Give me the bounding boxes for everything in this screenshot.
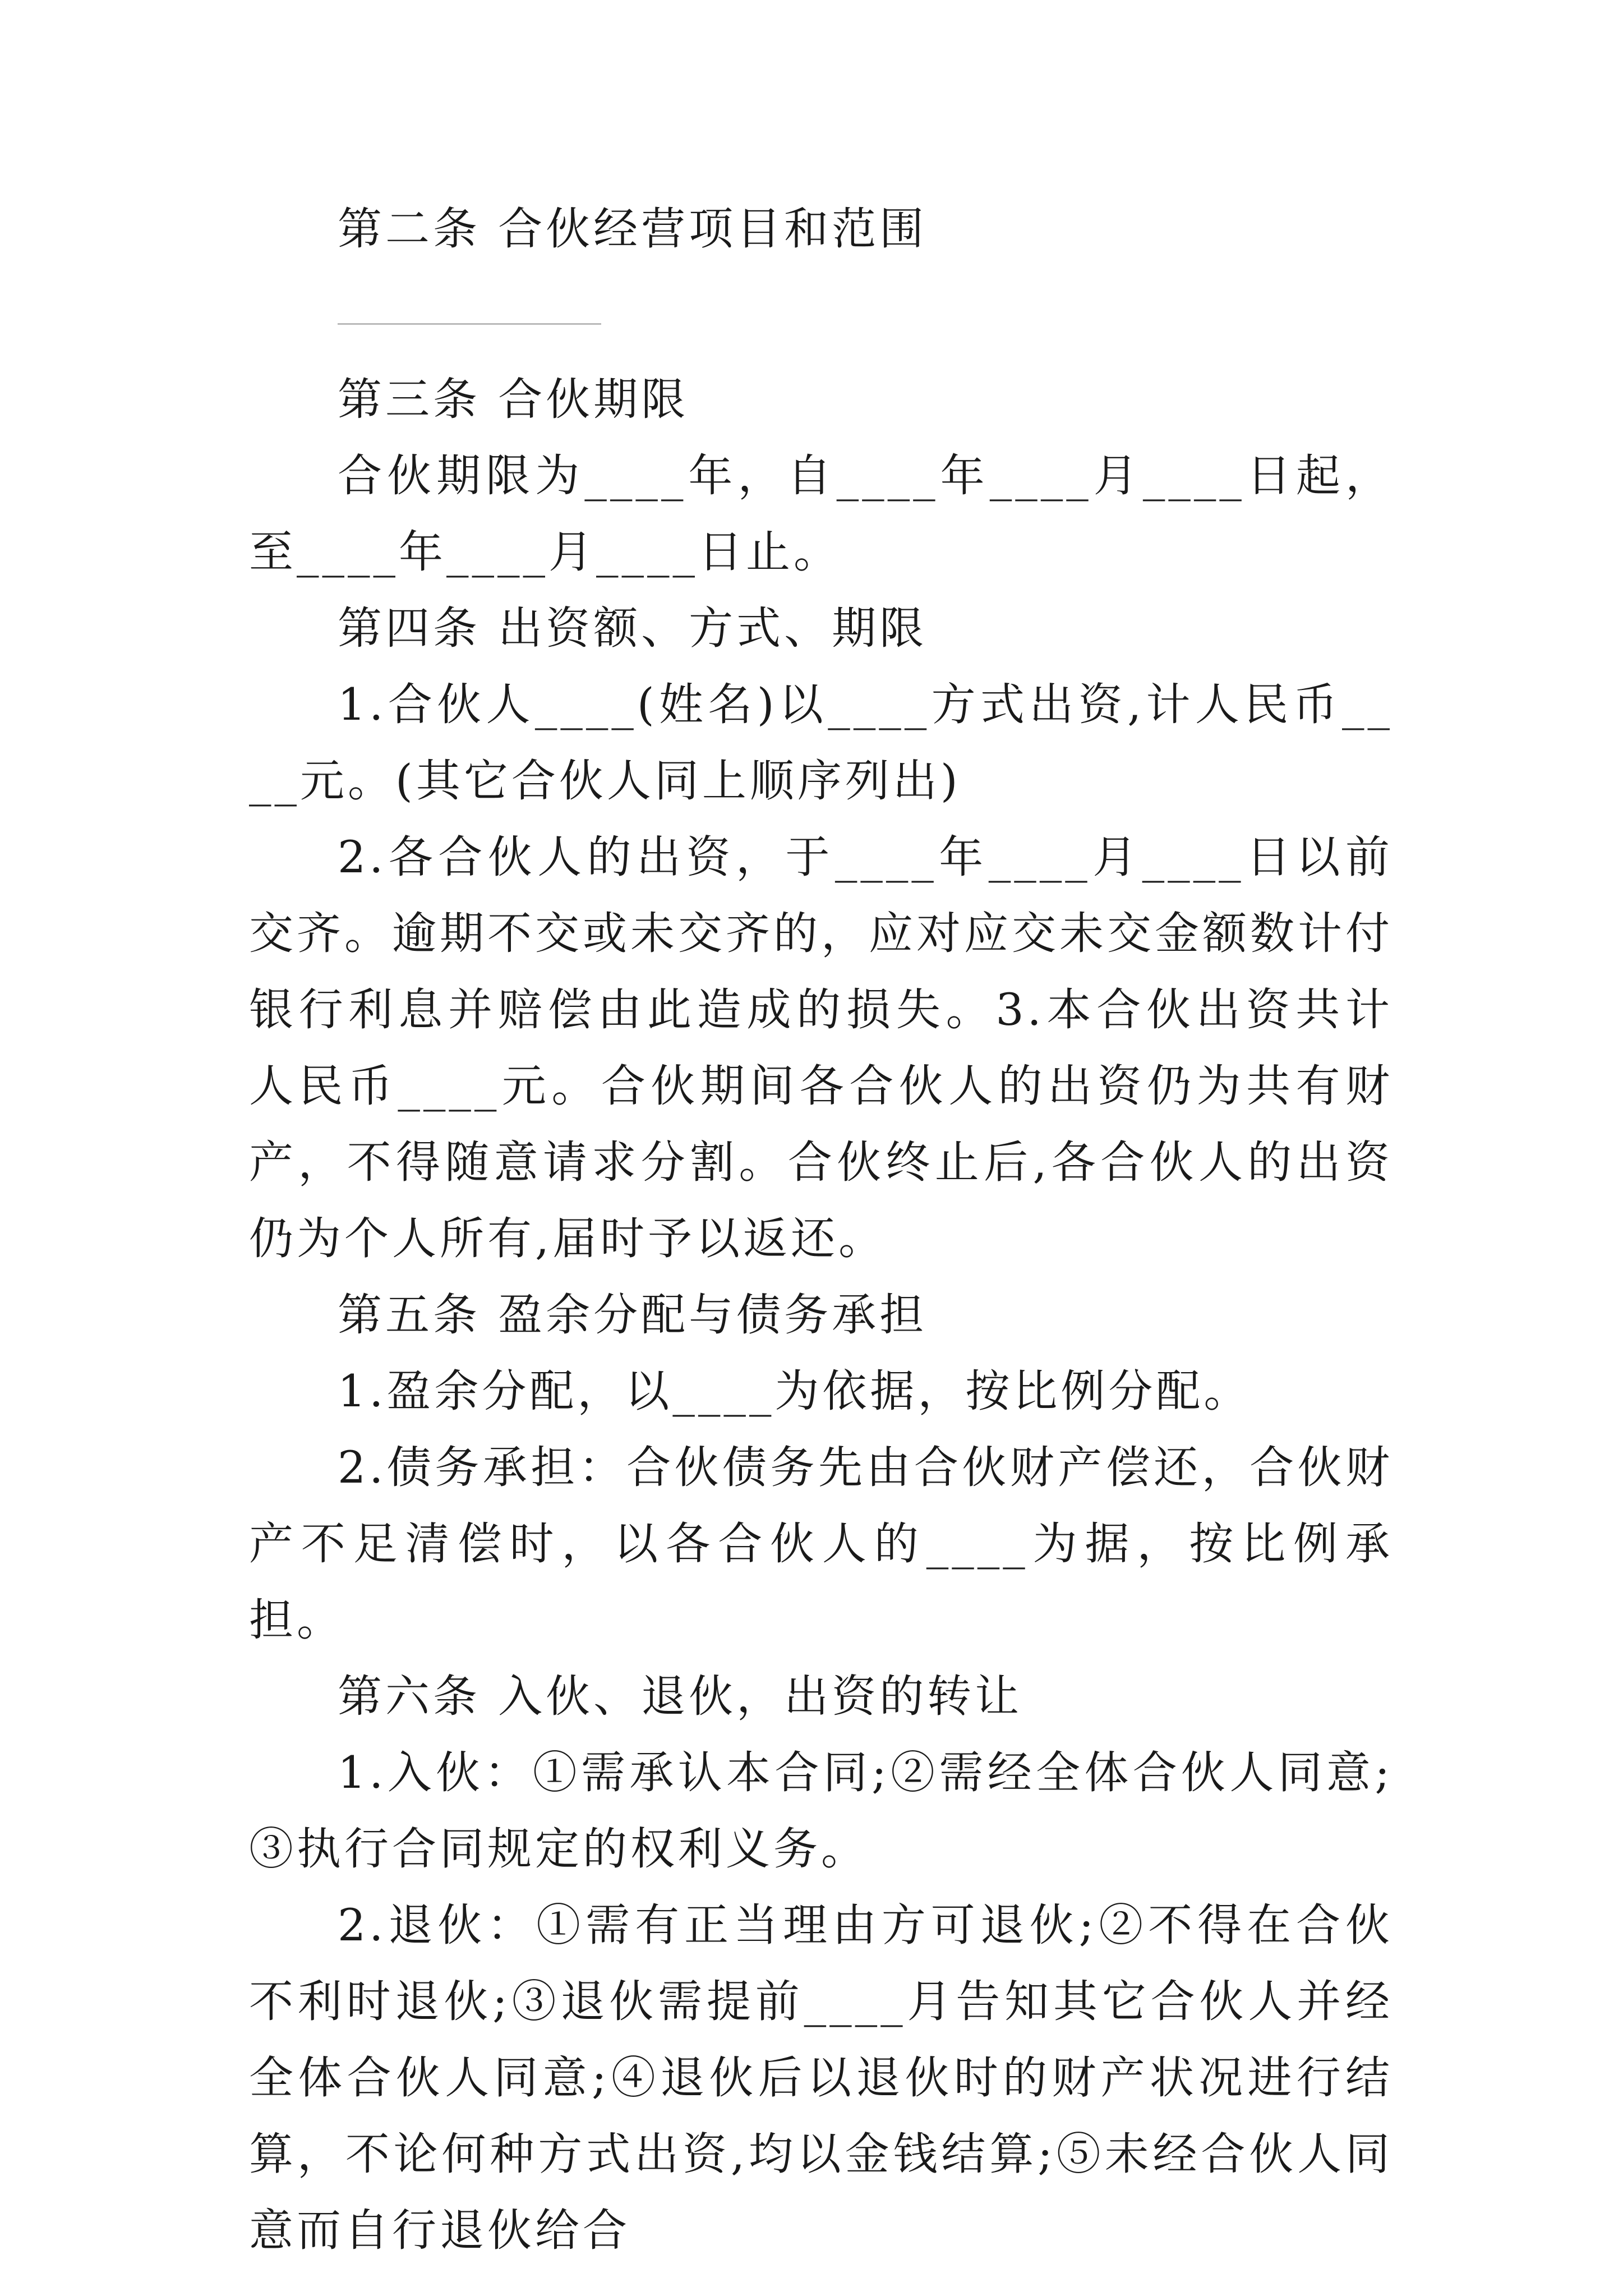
article-3-title: 第三条 合伙期限 [338, 374, 689, 425]
article-6-title: 第六条 入伙、退伙，出资的转让 [338, 1671, 1023, 1722]
article-4-item-1: 1.合伙人____(姓名)以____方式出资,计人民币____元。(其它合伙人同上顺序列出) [249, 679, 1393, 807]
article-3-text: 合伙期限为____年，自____年____月____日起，至____年____月____日止。 [249, 450, 1393, 578]
article-5-item-1: 1.盈余分配，以____为依据，按比例分配。 [338, 1365, 1252, 1417]
document-body [249, 191, 1393, 2269]
article-5-item-2: 2.债务承担：合伙债务先由合伙财产偿还，合伙财产不足清偿时，以各合伙人的____为据，按比例承担。 [249, 1442, 1393, 1646]
article-4-item-2: 2.各合伙人的出资，于____年____月____日以前交齐。逾期不交或未交齐的，应对应交未交金额数计付银行利息并赔偿由此造成的损失。3.本合伙出资共计人民币____元。合伙期间各合伙人的出资仍为共有财产，不得随意请求分割。合伙终止后,各合伙人的出资仍为个人所有,届时予以返还。 [249, 831, 1393, 1264]
article-5-title: 第五条 盈余分配与债务承担 [338, 1289, 928, 1341]
article-4-title: 第四条 出资额、方式、期限 [338, 602, 928, 654]
scope-blank-line [338, 323, 601, 325]
article-6-item-1: 1.入伙：①需承认本合同;②需经全体合伙人同意;③执行合同规定的权利义务。 [249, 1747, 1393, 1875]
article-6-item-2: 2.退伙：①需有正当理由方可退伙;②不得在合伙不利时退伙;③退伙需提前____月告知其它合伙人并经全体合伙人同意;④退伙后以退伙时的财产状况进行结算，不论何种方式出资,均以金钱结算;⑤未经合伙人同意而自行退伙给合 [249, 1899, 1393, 2256]
article-2-title: 第二条 合伙经营项目和范围 [338, 203, 928, 255]
